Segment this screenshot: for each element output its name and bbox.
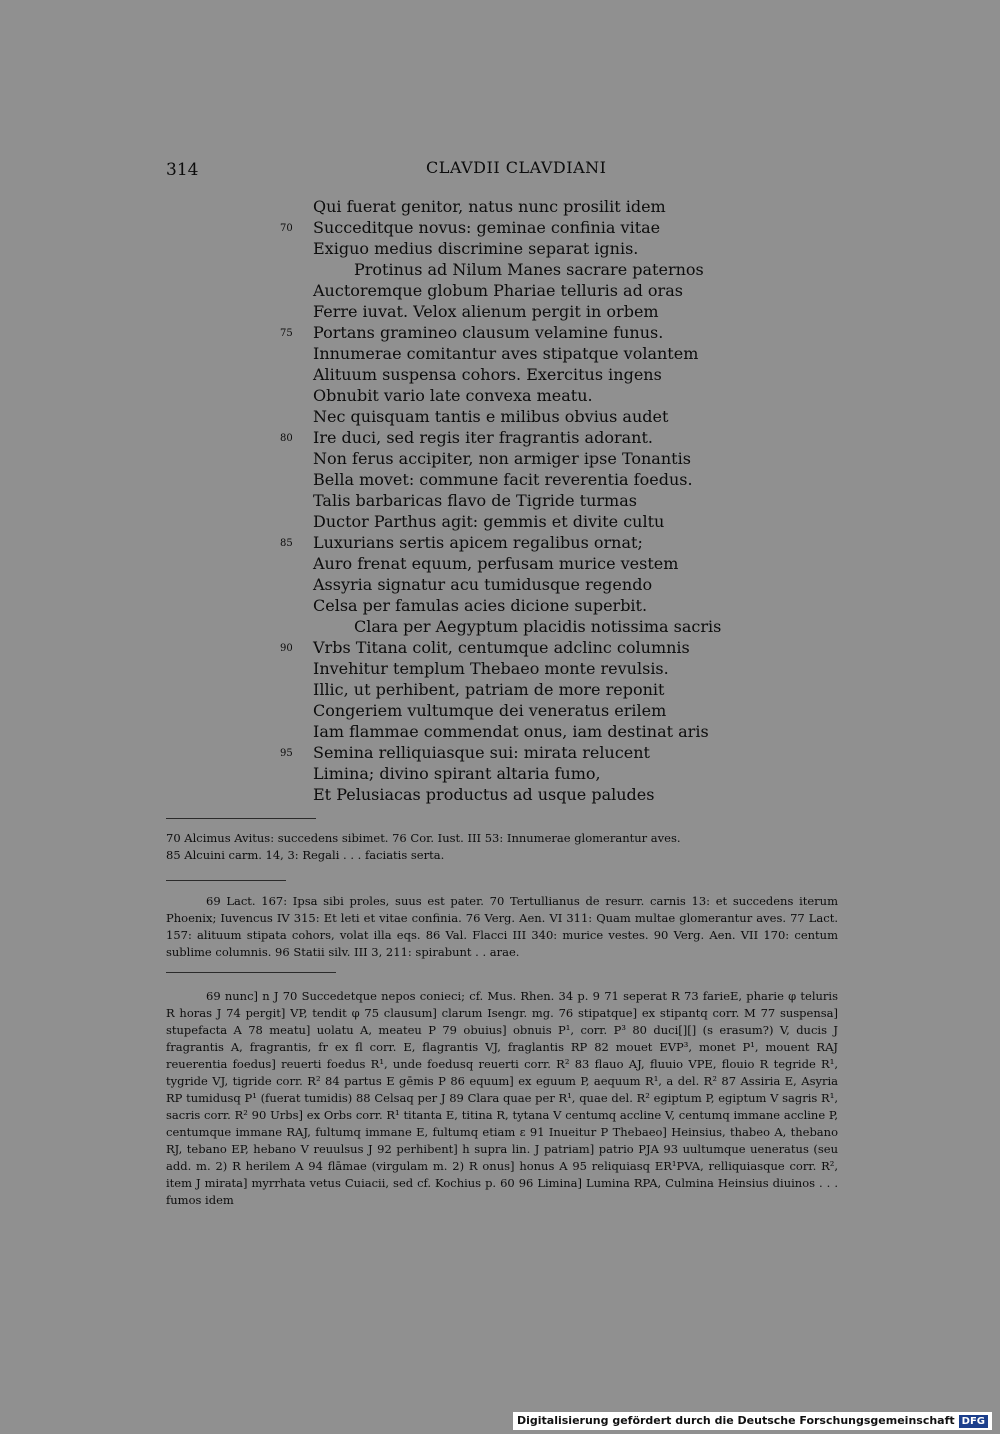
- verse-text: Non ferus accipiter, non armiger ipse Tonantis: [313, 449, 691, 468]
- poem-text: [280, 196, 740, 805]
- verse-text: Ductor Parthus agit: gemmis et divite cultu: [313, 512, 665, 531]
- verse-line: [280, 406, 740, 427]
- verse-text: Auctoremque globum Phariae telluris ad oras: [313, 281, 683, 300]
- verse-text: Innumerae comitantur aves stipatque volantem: [313, 344, 699, 363]
- digitization-footer: [513, 1412, 992, 1430]
- verse-line: [280, 658, 740, 679]
- verse-line: [280, 259, 740, 280]
- parallels-block: [166, 893, 838, 961]
- verse-line: [280, 637, 740, 658]
- verse-line: [280, 364, 740, 385]
- verse-text: Illic, ut perhibent, patriam de more reponit: [313, 680, 665, 699]
- verse-line: [280, 616, 740, 637]
- verse-text: Ferre iuvat. Velox alienum pergit in orbem: [313, 302, 659, 321]
- line-number: 90: [280, 643, 293, 654]
- verse-line: [280, 721, 740, 742]
- verse-text: Talis barbaricas flavo de Tigride turmas: [313, 491, 637, 510]
- page-number: 314: [166, 160, 199, 180]
- parallels-text: 69 Lact. 167: Ipsa sibi proles, suus est pater. 70 Tertullianus de resurr. carnis 13: et succedens iterum Phoenix; Iuvencus IV 315: Et leti et vitae confinia. 76 Verg. Aen. VI 311: Quam multae glomerantur aves. 77 Lact. 157: alituum stipata cohors, volat illa eqs. 86 Val. Flacci III 340: murice vestes. 90 Verg. Aen. VII 170: centum sublime columnis. 96 Statii silv. III 3, 211: spirabunt . . arae.: [166, 894, 838, 959]
- line-number: 70: [280, 223, 293, 234]
- verse-line: [280, 784, 740, 805]
- verse-text: Invehitur templum Thebaeo monte revulsis.: [313, 659, 669, 678]
- verse-text: Portans gramineo clausum velamine funus.: [313, 323, 664, 342]
- verse-text: Exiguo medius discrimine separat ignis.: [313, 239, 639, 258]
- verse-line: [280, 490, 740, 511]
- testimonia-block: [166, 830, 838, 864]
- verse-text: Luxurians sertis apicem regalibus ornat;: [313, 533, 643, 552]
- verse-line: [280, 742, 740, 763]
- verse-text: Protinus ad Nilum Manes sacrare paternos: [354, 260, 704, 279]
- divider: [166, 972, 336, 973]
- dfg-logo-icon: DFG: [959, 1415, 988, 1428]
- verse-line: [280, 469, 740, 490]
- divider: [166, 818, 316, 819]
- verse-line: [280, 763, 740, 784]
- verse-text: Assyria signatur acu tumidusque regendo: [313, 575, 653, 594]
- running-head: CLAVDII CLAVDIANI: [426, 158, 607, 177]
- verse-text: Iam flammae commendat onus, iam destinat aris: [313, 722, 709, 741]
- verse-line: [280, 448, 740, 469]
- verse-text: Semina relliquiasque sui: mirata relucent: [313, 743, 650, 762]
- line-number: 80: [280, 433, 293, 444]
- line-number: 75: [280, 328, 293, 339]
- verse-line: [280, 574, 740, 595]
- footer-text: Digitalisierung gefördert durch die Deutsche Forschungsgemeinschaft: [516, 1414, 955, 1427]
- verse-line: [280, 700, 740, 721]
- verse-text: Vrbs Titana colit, centumque adclinc columnis: [313, 638, 690, 657]
- verse-text: Ire duci, sed regis iter fragrantis adorant.: [313, 428, 653, 447]
- line-number: 85: [280, 538, 293, 549]
- line-number: 95: [280, 748, 293, 759]
- verse-text: Clara per Aegyptum placidis notissima sacris: [354, 617, 722, 636]
- verse-line: [280, 532, 740, 553]
- verse-line: [280, 343, 740, 364]
- verse-text: Alituum suspensa cohors. Exercitus ingens: [313, 365, 662, 384]
- verse-line: [280, 679, 740, 700]
- verse-text: Congeriem vultumque dei veneratus erilem: [313, 701, 667, 720]
- verse-text: Et Pelusiacas productus ad usque paludes: [313, 785, 655, 804]
- verse-line: [280, 553, 740, 574]
- verse-line: [280, 595, 740, 616]
- verse-line: [280, 196, 740, 217]
- apparatus-text: 69 nunc] n J 70 Succedetque nepos conieci; cf. Mus. Rhen. 34 p. 9 71 seperat R 73 farieE, pharie φ teluris R horas J 74 pergit] VP, tendit φ 75 clausum] clarum Isengr. mg. 76 stipatque] ex stipantq corr. M 77 suspensa] stupefacta A 78 meatu] uolatu A, meateu P 79 obuius] obnuis P¹, corr. P³ 80 duci[][] (s erasum?) V, ducis J fragrantis A, fragrantis, fr ex fl corr. E, flagrantis VJ, fraglantis RP 82 mouet EVP³, monet P¹, mouent RAJ reuerentia foedus] reuerti foedus R¹, unde foedusq reuerti corr. R² 83 flauo AJ, fluuio VPE, flouio R tegride R¹, tygride VJ, tigride corr. R² 84 partus E gēmis P 86 equum] ex eguum P, aequum R¹, a del. R² 87 Assiria E, Asyria RP tumidusq P¹ (fuerat tumidis) 88 Celsaq per J 89 Clara quae per R¹, quae del. R² egiptum P, egiptum V sagris R¹, sacris corr. R² 90 Urbs] ex Orbs corr. R¹ titanta E, titina R, tytana V centumq accline V, centumq immane accline P, centumque immane RAJ, fultumq immane E, fultumq etiam ε 91 Inueitur P Thebaeo] Heinsius, thabeo A, thebano RJ, tebano EP, hebano V reuulsus J 92 perhibent] h supra lin. J patriam] patrio PJA 93 uultumque ueneratus (seu add. m. 2) R herilem A 94 flāmae (virgulam m. 2) R onus] honus A 95 reliquiasq ER¹PVA, relliquiasque corr. R², item J mirata] myrrhata vetus Cuiacii, sed cf. Kochius p. 60 96 Limina] Lumina RPA, Culmina Heinsius diuinos . . . fumos idem: [166, 989, 838, 1207]
- verse-text: Celsa per famulas acies dicione superbit.: [313, 596, 648, 615]
- verse-text: Bella movet: commune facit reverentia foedus.: [313, 470, 693, 489]
- verse-text: Obnubit vario late convexa meatu.: [313, 386, 593, 405]
- verse-line: [280, 322, 740, 343]
- verse-line: [280, 217, 740, 238]
- verse-line: [280, 427, 740, 448]
- verse-text: Nec quisquam tantis e milibus obvius audet: [313, 407, 669, 426]
- verse-line: [280, 238, 740, 259]
- verse-text: Limina; divino spirant altaria fumo,: [313, 764, 601, 783]
- divider: [166, 880, 286, 881]
- verse-line: [280, 280, 740, 301]
- testimonia-line: 70 Alcimus Avitus: succedens sibimet. 76 Cor. Iust. III 53: Innumerae glomerantur aves.: [166, 831, 681, 845]
- verse-line: [280, 511, 740, 532]
- verse-text: Qui fuerat genitor, natus nunc prosilit idem: [313, 197, 666, 216]
- critical-apparatus: [166, 988, 838, 1209]
- verse-line: [280, 301, 740, 322]
- verse-text: Succeditque novus: geminae confinia vitae: [313, 218, 661, 237]
- verse-line: [280, 385, 740, 406]
- testimonia-line: 85 Alcuini carm. 14, 3: Regali . . . faciatis serta.: [166, 848, 445, 862]
- verse-text: Auro frenat equum, perfusam murice vestem: [313, 554, 679, 573]
